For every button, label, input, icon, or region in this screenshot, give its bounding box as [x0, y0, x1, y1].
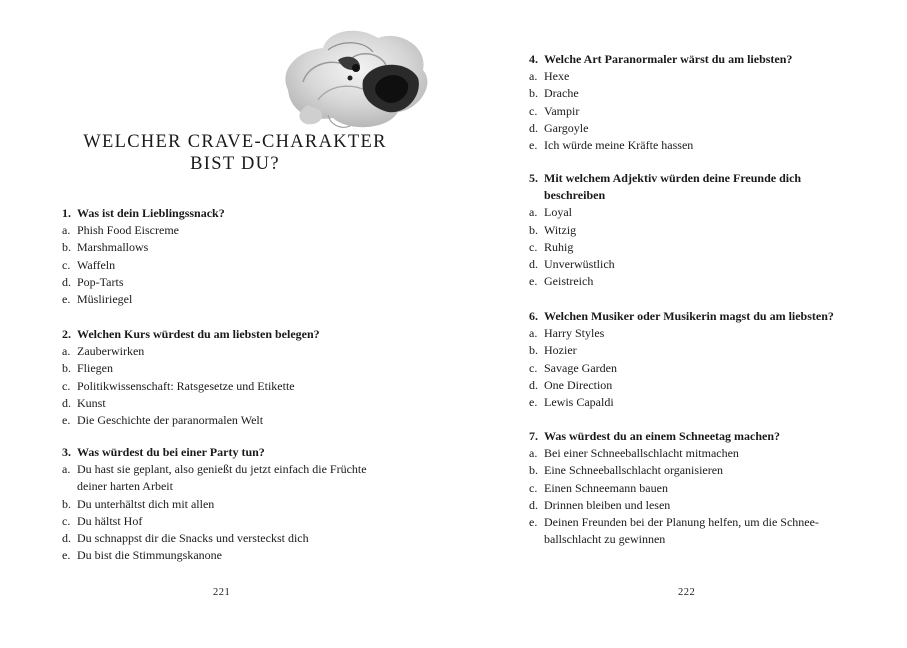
answer-option: [529, 222, 859, 239]
answer-letter: a.: [529, 205, 538, 220]
answer-text: Drinnen bleiben und lesen: [544, 497, 671, 512]
question-2: [62, 326, 392, 429]
answer-letter: d.: [529, 257, 538, 272]
answer-text: One Direction: [544, 377, 613, 392]
answer-text: Du hältst Hof: [77, 513, 143, 528]
answer-option: [529, 137, 859, 154]
question-text: Welchen Musiker oder Musikerin magst du am liebsten?: [544, 309, 834, 323]
question-number: 5.: [529, 171, 538, 185]
answer-text: Deinen Freunden bei der Planung helfen, um die Schneeballschlacht zu gewinnen: [544, 515, 819, 547]
answer-option: [529, 445, 859, 462]
page-title: [60, 131, 410, 175]
answer-option: [529, 497, 859, 514]
answer-option: [529, 342, 859, 359]
question-heading: [62, 444, 392, 461]
answer-option: [62, 496, 392, 513]
question-number: 3.: [62, 445, 71, 459]
answer-option: [529, 68, 859, 85]
answer-letter: b.: [62, 496, 71, 511]
answer-text: Ich würde meine Kräfte hassen: [544, 138, 694, 153]
question-heading: [529, 51, 859, 68]
answer-letter: a.: [529, 69, 538, 84]
page-number: 222: [678, 587, 696, 598]
answer-option: [62, 530, 392, 547]
answer-letter: d.: [62, 395, 71, 410]
answer-option: [62, 291, 392, 308]
question-number: 7.: [529, 429, 538, 443]
question-number: 4.: [529, 52, 538, 66]
question-text: Was ist dein Lieblingssnack?: [77, 206, 225, 220]
answer-text: Harry Styles: [544, 326, 605, 341]
answer-text: Gargoyle: [544, 120, 589, 135]
question-text: Was würdest du bei einer Party tun?: [77, 445, 265, 459]
answer-option: [529, 360, 859, 377]
answer-option: [62, 513, 392, 530]
answer-option: [529, 514, 859, 548]
answer-text: Hozier: [544, 343, 577, 358]
answer-letter: d.: [62, 274, 71, 289]
answer-letter: b.: [529, 86, 538, 101]
question-heading: [62, 205, 392, 222]
answer-letter: d.: [62, 531, 71, 546]
question-text: Welche Art Paranormaler wärst du am liebsten?: [544, 52, 793, 66]
answer-text: Waffeln: [77, 257, 116, 272]
answer-letter: e.: [529, 515, 538, 530]
question-5: [529, 170, 859, 290]
answer-option: [529, 325, 859, 342]
answer-letter: e.: [529, 395, 538, 410]
answer-text: Einen Schneemann bauen: [544, 480, 668, 495]
answer-option: [529, 480, 859, 497]
answer-letter: a.: [529, 446, 538, 461]
title-line-2: BIST DU?: [190, 154, 280, 174]
answer-option: [529, 120, 859, 137]
answer-option: [529, 239, 859, 256]
question-text: Mit welchem Adjektiv würden deine Freunde dich beschreiben: [544, 171, 802, 203]
answer-option: [62, 239, 392, 256]
answer-letter: e.: [62, 292, 71, 307]
question-4: [529, 51, 859, 154]
answer-text: Politikwissenschaft: Ratsgesetze und Etikette: [77, 378, 295, 393]
answer-text: Zauberwirken: [77, 344, 145, 359]
answer-letter: c.: [62, 257, 71, 272]
question-7: [529, 428, 859, 548]
answer-letter: d.: [529, 497, 538, 512]
answer-letter: c.: [62, 513, 71, 528]
right-page: [454, 0, 907, 648]
answer-option: [529, 273, 859, 290]
question-number: 1.: [62, 206, 71, 220]
answer-letter: a.: [62, 462, 71, 477]
answer-letter: e.: [529, 274, 538, 289]
answer-letter: b.: [62, 240, 71, 255]
answer-option: [62, 412, 392, 429]
answer-letter: b.: [529, 343, 538, 358]
question-heading: [529, 170, 859, 204]
answer-letter: c.: [529, 360, 538, 375]
answer-text: Du schnappst dir die Snacks und versteckst dich: [77, 531, 309, 546]
answer-text: Loyal: [544, 205, 572, 220]
answer-letter: e.: [529, 138, 538, 153]
answer-letter: c.: [62, 378, 71, 393]
question-heading: [529, 428, 859, 445]
answer-letter: b.: [529, 463, 538, 478]
answer-letter: a.: [529, 326, 538, 341]
answer-letter: a.: [62, 344, 71, 359]
answer-letter: b.: [62, 361, 71, 376]
question-heading: [62, 326, 392, 343]
answer-option: [529, 462, 859, 479]
question-text: Welchen Kurs würdest du am liebsten belegen?: [77, 327, 320, 341]
answer-option: [529, 85, 859, 102]
answer-letter: e.: [62, 413, 71, 428]
answer-text: Du bist die Stimmungskanone: [77, 548, 222, 563]
answer-text: Drache: [544, 86, 579, 101]
page-number: 221: [213, 587, 231, 598]
answer-text: Unverwüstlich: [544, 257, 615, 272]
answer-option: [62, 395, 392, 412]
answer-letter: d.: [529, 120, 538, 135]
answer-text: Du hast sie geplant, also genießt du jetzt einfach die Früchte deiner harten Arbeit: [77, 462, 367, 494]
answer-option: [62, 343, 392, 360]
answer-option: [62, 257, 392, 274]
answer-text: Eine Schneeballschlacht organisieren: [544, 463, 724, 478]
question-3: [62, 444, 392, 564]
answer-option: [62, 274, 392, 291]
question-number: 6.: [529, 309, 538, 323]
answer-option: [62, 547, 392, 564]
answer-text: Müsliriegel: [77, 292, 133, 307]
answer-text: Bei einer Schneeballschlacht mitmachen: [544, 446, 739, 461]
answer-text: Pop-Tarts: [77, 274, 124, 289]
answer-letter: b.: [529, 222, 538, 237]
question-6: [529, 308, 859, 411]
answer-letter: c.: [529, 239, 538, 254]
question-1: [62, 205, 392, 308]
answer-text: Geistreich: [544, 274, 594, 289]
answer-option: [529, 377, 859, 394]
answer-option: [529, 204, 859, 221]
answer-text: Lewis Capaldi: [544, 395, 614, 410]
answer-letter: e.: [62, 548, 71, 563]
answer-text: Vampir: [544, 103, 580, 118]
answer-option: [529, 256, 859, 273]
answer-option: [62, 461, 392, 495]
answer-option: [529, 394, 859, 411]
title-line-1: WELCHER CRAVE-CHARAKTER: [83, 132, 387, 152]
answer-option: [62, 378, 392, 395]
question-heading: [529, 308, 859, 325]
answer-text: Savage Garden: [544, 360, 617, 375]
answer-option: [529, 103, 859, 120]
answer-text: Phish Food Eiscreme: [77, 223, 179, 238]
answer-text: Fliegen: [77, 361, 113, 376]
answer-text: Kunst: [77, 395, 106, 410]
answer-letter: c.: [529, 103, 538, 118]
answer-option: [62, 360, 392, 377]
answer-text: Die Geschichte der paranormalen Welt: [77, 413, 264, 428]
answer-letter: a.: [62, 223, 71, 238]
answer-text: Du unterhältst dich mit allen: [77, 496, 215, 511]
answer-text: Marshmallows: [77, 240, 149, 255]
rose-illustration: [268, 20, 438, 135]
left-page: [0, 0, 453, 648]
question-text: Was würdest du an einem Schneetag machen?: [544, 429, 781, 443]
answer-text: Hexe: [544, 69, 570, 84]
answer-text: Ruhig: [544, 239, 574, 254]
answer-letter: c.: [529, 480, 538, 495]
answer-text: Witzig: [544, 222, 577, 237]
answer-option: [62, 222, 392, 239]
question-number: 2.: [62, 327, 71, 341]
answer-letter: d.: [529, 377, 538, 392]
